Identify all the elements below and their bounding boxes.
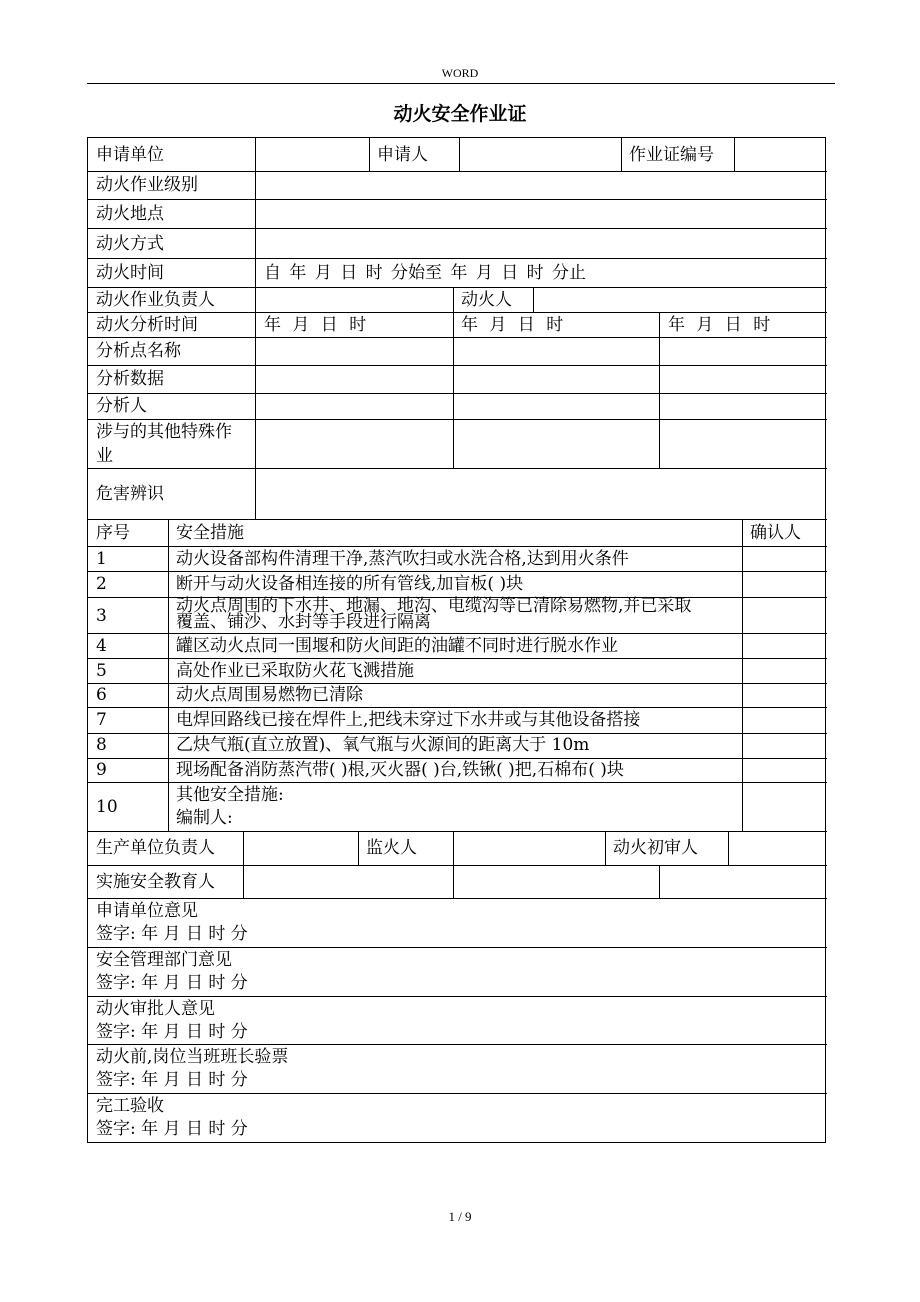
measure-text-8: 乙炔气瓶(直立放置)、氧气瓶与火源间的距离大于 10m (176, 735, 590, 755)
page-title: 动火安全作业证 (393, 103, 527, 125)
measure-text-3b: 覆盖、铺沙、水封等手段进行隔离 (176, 612, 431, 632)
measure-no-8: 8 (96, 735, 107, 755)
permit-form (87, 137, 826, 1143)
measure-text-4: 罐区动火点同一围堰和防火间距的油罐不同时进行脱水作业 (176, 636, 618, 656)
opinion-label-3: 动火审批人意见 (96, 999, 215, 1019)
measure-text-5: 高处作业已采取防火花飞溅措施 (176, 661, 414, 681)
measure-no-4: 4 (96, 636, 107, 656)
opinion-label-1: 申请单位意见 (96, 901, 198, 921)
measure-text-1: 动火设备部构件清理干净,蒸汽吹扫或水洗合格,达到用火条件 (176, 549, 629, 569)
opinion-sign-1: 签字: 年 月 日 时 分 (96, 924, 248, 944)
opinion-sign-3: 签字: 年 月 日 时 分 (96, 1022, 248, 1042)
leader-label: 动火作业负责人 (96, 290, 215, 310)
applicant-unit-label: 申请单位 (96, 145, 164, 165)
opinion-sign-5: 签字: 年 月 日 时 分 (96, 1119, 248, 1139)
analysis-point-label: 分析点名称 (96, 341, 181, 361)
header-divider (87, 83, 835, 84)
time-label: 动火时间 (96, 263, 164, 283)
measure-no-10: 10 (96, 797, 118, 817)
measure-text-6: 动火点周围易燃物已清除 (176, 685, 363, 705)
method-label: 动火方式 (96, 234, 164, 254)
header-label: WORD (441, 66, 479, 80)
analysis-time-3: 年 月 日 时 (668, 315, 771, 335)
measure-no-3: 3 (96, 606, 107, 626)
measure-no-1: 1 (96, 549, 107, 569)
measure-text-7: 电焊回路线已接在焊件上,把线未穿过下水井或与其他设备搭接 (176, 710, 641, 730)
measure-text-2: 断开与动火设备相连接的所有管线,加盲板( )块 (176, 574, 524, 594)
analyst-label: 分析人 (96, 396, 147, 416)
level-label: 动火作业级别 (96, 175, 198, 195)
hazard-label: 危害辨识 (96, 484, 164, 504)
initial-review-label: 动火初审人 (613, 838, 698, 858)
analysis-time-label: 动火分析时间 (96, 315, 198, 335)
page-number: 1 / 9 (448, 1209, 472, 1224)
measure-no-9: 9 (96, 760, 107, 780)
special-work-label-1: 涉与的其他特殊作 (96, 422, 232, 442)
measure-text-10a: 其他安全措施: (176, 785, 284, 805)
time-value: 自 年 月 日 时 分始至 年 月 日 时 分止 (264, 263, 587, 283)
applicant-label: 申请人 (377, 145, 428, 165)
measures-header: 安全措施 (176, 523, 244, 543)
measure-text-10b: 编制人: (176, 808, 233, 828)
measure-no-6: 6 (96, 685, 107, 705)
measure-no-5: 5 (96, 661, 107, 681)
opinion-label-2: 安全管理部门意见 (96, 950, 232, 970)
analysis-time-1: 年 月 日 时 (264, 315, 367, 335)
opinion-sign-4: 签字: 年 月 日 时 分 (96, 1070, 248, 1090)
location-label: 动火地点 (96, 204, 164, 224)
production-leader-label: 生产单位负责人 (96, 838, 215, 858)
opinion-label-4: 动火前,岗位当班班长验票 (96, 1047, 289, 1067)
cert-no-label: 作业证编号 (629, 145, 714, 165)
measure-no-7: 7 (96, 710, 107, 730)
worker-label: 动火人 (461, 290, 512, 310)
analysis-data-label: 分析数据 (96, 369, 164, 389)
opinion-sign-2: 签字: 年 月 日 时 分 (96, 973, 248, 993)
measure-text-9: 现场配备消防蒸汽带( )根,灭火器( )台,铁锹( )把,石棉布( )块 (176, 760, 624, 780)
confirm-header: 确认人 (750, 523, 801, 543)
measures-no-header: 序号 (96, 523, 130, 543)
fire-watch-label: 监火人 (366, 838, 417, 858)
measure-no-2: 2 (96, 574, 107, 594)
special-work-label-2: 业 (96, 446, 113, 466)
opinion-label-5: 完工验收 (96, 1096, 164, 1116)
measure-text-3a: 动火点周围的下水井、地漏、地沟、电缆沟等已清除易燃物,并已采取 (176, 596, 692, 616)
safety-edu-label: 实施安全教育人 (96, 872, 215, 892)
analysis-time-2: 年 月 日 时 (461, 315, 564, 335)
